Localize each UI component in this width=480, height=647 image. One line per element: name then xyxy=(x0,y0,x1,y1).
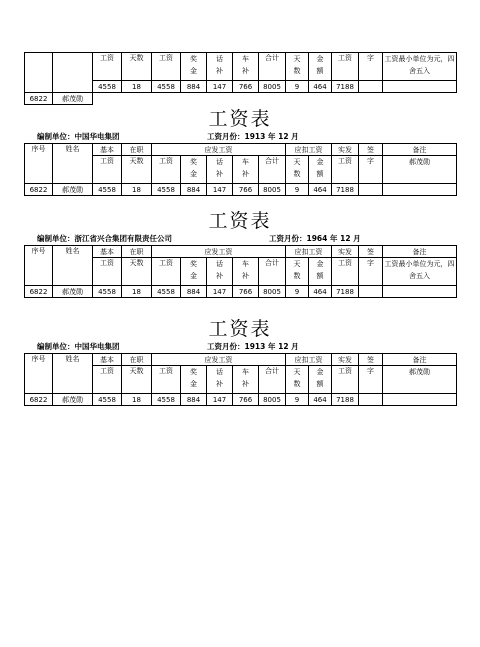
cell-phone: 147 xyxy=(207,286,233,298)
header-net: 实发 xyxy=(332,246,359,258)
header-basic-wage: 工资 xyxy=(93,258,122,286)
header-net: 实发 xyxy=(332,144,359,156)
cell-wage: 4558 xyxy=(152,184,181,196)
cell-total: 8005 xyxy=(259,286,286,298)
cell-sign xyxy=(359,286,383,298)
header-total: 合计 xyxy=(259,366,286,394)
cell-seq: 6822 xyxy=(25,394,53,406)
cell-net: 7188 xyxy=(332,81,359,93)
header-total: 合计 xyxy=(259,258,286,286)
remark-value: 郝茂勋 xyxy=(383,366,457,394)
header-deduct-days: 天 数 xyxy=(286,366,309,394)
header-net-wage: 工资 xyxy=(332,53,359,81)
cell-bonus: 884 xyxy=(181,81,207,93)
header-days-on-job: 在职 xyxy=(122,354,152,366)
cell-phone: 147 xyxy=(207,81,233,93)
header-row xyxy=(25,246,457,258)
cell-net: 7188 xyxy=(332,184,359,196)
header-deduct-amount: 金 额 xyxy=(309,53,332,81)
remark-value: 工资最小单位为元，四舍五入 xyxy=(383,258,457,286)
cell-days: 18 xyxy=(122,184,152,196)
cell-deduct-days: 9 xyxy=(286,286,309,298)
cell-seq: 6822 xyxy=(25,93,53,105)
cell-basic: 4558 xyxy=(93,81,122,93)
header-wage: 工资 xyxy=(152,366,181,394)
header-remark: 备注 xyxy=(383,144,457,156)
header-wage: 工资 xyxy=(152,53,181,81)
cell-bonus: 884 xyxy=(181,394,207,406)
payroll-table xyxy=(24,143,457,196)
header-name: 姓名 xyxy=(53,144,93,184)
cell-name: 郝茂勋 xyxy=(53,286,93,298)
header-phone: 话 补 xyxy=(207,53,233,81)
cell-sign xyxy=(359,184,383,196)
cell-remark xyxy=(383,81,457,93)
header-phone: 话 补 xyxy=(207,366,233,394)
header-remark: 备注 xyxy=(383,354,457,366)
header-deduct-group: 应扣工资 xyxy=(286,246,332,258)
table-row xyxy=(25,93,457,105)
header-sign: 字 xyxy=(359,53,383,81)
header-bonus: 奖 金 xyxy=(181,258,207,286)
header-basic-wage: 工资 xyxy=(93,156,122,184)
cell-phone: 147 xyxy=(207,394,233,406)
cell-total: 8005 xyxy=(259,394,286,406)
cell-days: 18 xyxy=(122,286,152,298)
cell-basic: 4558 xyxy=(93,394,122,406)
table-row xyxy=(25,394,457,406)
cell-car: 766 xyxy=(233,394,259,406)
header-basic: 基本 xyxy=(93,354,122,366)
header-payable-group: 应发工资 xyxy=(152,246,286,258)
cell-total: 8005 xyxy=(259,184,286,196)
header-name: 姓名 xyxy=(53,354,93,394)
header-net: 实发 xyxy=(332,354,359,366)
cell-name: 郝茂勋 xyxy=(53,93,93,105)
header-sign: 签 xyxy=(359,144,383,156)
cell-seq: 6822 xyxy=(25,184,53,196)
header-car: 车 补 xyxy=(233,258,259,286)
cell-name: 郝茂勋 xyxy=(53,184,93,196)
cell-days: 18 xyxy=(122,394,152,406)
cell-wage: 4558 xyxy=(152,286,181,298)
payroll-table xyxy=(24,353,457,406)
cell-deduct-amount: 464 xyxy=(309,286,332,298)
header-row xyxy=(25,144,457,156)
payroll-sheet-3 xyxy=(24,318,456,406)
sheet-title: 工资表 xyxy=(208,108,272,130)
header-sign: 签 xyxy=(359,354,383,366)
cell-wage: 4558 xyxy=(152,394,181,406)
payroll-sheet-1 xyxy=(24,108,456,196)
header-seq: 序号 xyxy=(25,354,53,394)
cell-bonus: 884 xyxy=(181,184,207,196)
cell-wage: 4558 xyxy=(152,81,181,93)
sheet-title: 工资表 xyxy=(208,318,272,340)
header-car: 车 补 xyxy=(233,366,259,394)
cell-basic: 4558 xyxy=(93,286,122,298)
header-phone: 话 补 xyxy=(207,258,233,286)
header-net-wage: 工资 xyxy=(332,366,359,394)
header-deduct-days: 天 数 xyxy=(286,156,309,184)
header-row xyxy=(25,354,457,366)
header-car: 车 补 xyxy=(233,53,259,81)
cell-deduct-amount: 464 xyxy=(309,394,332,406)
header-days-on-job: 在职 xyxy=(122,144,152,156)
cell-remark xyxy=(383,394,457,406)
cell-remark xyxy=(383,184,457,196)
header-days: 天数 xyxy=(122,366,152,394)
cell-deduct-amount: 464 xyxy=(309,184,332,196)
header-wage: 工资 xyxy=(152,258,181,286)
compiling-unit: 编制单位：中国华电集团 xyxy=(37,342,120,351)
cell-blank xyxy=(53,53,93,93)
pay-month: 工资月份：1913 年 12 月 xyxy=(207,342,299,351)
cell-name: 郝茂勋 xyxy=(53,394,93,406)
pay-month: 工资月份：1913 年 12 月 xyxy=(207,132,299,141)
header-net-wage: 工资 xyxy=(332,258,359,286)
cell-car: 766 xyxy=(233,286,259,298)
cell-net: 7188 xyxy=(332,286,359,298)
remark-value: 郝茂勋 xyxy=(383,156,457,184)
cell-total: 8005 xyxy=(259,81,286,93)
payroll-sheet-2 xyxy=(24,210,456,298)
pay-month: 工资月份：1964 年 12 月 xyxy=(269,234,361,243)
compiling-unit: 编制单位：中国华电集团 xyxy=(37,132,120,141)
sheet-meta xyxy=(24,130,456,143)
cell-phone: 147 xyxy=(207,184,233,196)
sheet-title: 工资表 xyxy=(208,210,272,232)
cell-days: 18 xyxy=(122,81,152,93)
cell-car: 766 xyxy=(233,81,259,93)
cell-net: 7188 xyxy=(332,394,359,406)
header-bonus: 奖 金 xyxy=(181,366,207,394)
cell-car: 766 xyxy=(233,184,259,196)
sheet-meta xyxy=(24,340,456,353)
header-deduct-days: 天 数 xyxy=(286,258,309,286)
header-payable-group: 应发工资 xyxy=(152,354,286,366)
header-sign-2: 字 xyxy=(359,258,383,286)
partial-table-grid xyxy=(24,52,457,105)
cell-sign xyxy=(359,81,383,93)
header-basic-wage: 工资 xyxy=(93,366,122,394)
header-days: 天数 xyxy=(122,156,152,184)
partial-payroll-table xyxy=(24,52,456,105)
header-name: 姓名 xyxy=(53,246,93,286)
table-row xyxy=(25,286,457,298)
cell-basic: 4558 xyxy=(93,184,122,196)
header-bonus: 奖 金 xyxy=(181,156,207,184)
remark-rounding-note: 工资最小单位为元，四舍五入 xyxy=(383,53,457,81)
cell-deduct-days: 9 xyxy=(286,394,309,406)
header-deduct-group: 应扣工资 xyxy=(286,354,332,366)
cell-blank xyxy=(25,53,53,93)
header-wage: 工资 xyxy=(152,156,181,184)
cell-sign xyxy=(359,394,383,406)
header-deduct-amount: 金 额 xyxy=(309,366,332,394)
cell-deduct-amount: 464 xyxy=(309,81,332,93)
header-deduct-group: 应扣工资 xyxy=(286,144,332,156)
header-days: 天数 xyxy=(122,258,152,286)
header-deduct-amount: 金 额 xyxy=(309,258,332,286)
header-basic: 基本 xyxy=(93,246,122,258)
header-total: 合计 xyxy=(259,53,286,81)
header-sign-2: 字 xyxy=(359,366,383,394)
header-bonus: 奖 金 xyxy=(181,53,207,81)
header-remark: 备注 xyxy=(383,246,457,258)
header-total: 合计 xyxy=(259,156,286,184)
cell-remark xyxy=(383,286,457,298)
sheet-meta xyxy=(24,232,456,245)
cell-bonus: 884 xyxy=(181,286,207,298)
header-seq: 序号 xyxy=(25,144,53,184)
header-payable-group: 应发工资 xyxy=(152,144,286,156)
header-sign-2: 字 xyxy=(359,156,383,184)
header-basic: 基本 xyxy=(93,144,122,156)
header-net-wage: 工资 xyxy=(332,156,359,184)
header-days-on-job: 在职 xyxy=(122,246,152,258)
header-basic-wage: 工资 xyxy=(93,53,122,81)
cell-seq: 6822 xyxy=(25,286,53,298)
header-phone: 话 补 xyxy=(207,156,233,184)
payroll-table xyxy=(24,245,457,298)
header-sign: 签 xyxy=(359,246,383,258)
header-deduct-amount: 金 额 xyxy=(309,156,332,184)
compiling-unit: 编制单位：浙江省兴合集团有限责任公司 xyxy=(37,234,172,243)
header-deduct-days: 天 数 xyxy=(286,53,309,81)
table-row xyxy=(25,184,457,196)
header-seq: 序号 xyxy=(25,246,53,286)
header-days: 天数 xyxy=(122,53,152,81)
cell-deduct-days: 9 xyxy=(286,184,309,196)
cell-deduct-days: 9 xyxy=(286,81,309,93)
header-car: 车 补 xyxy=(233,156,259,184)
